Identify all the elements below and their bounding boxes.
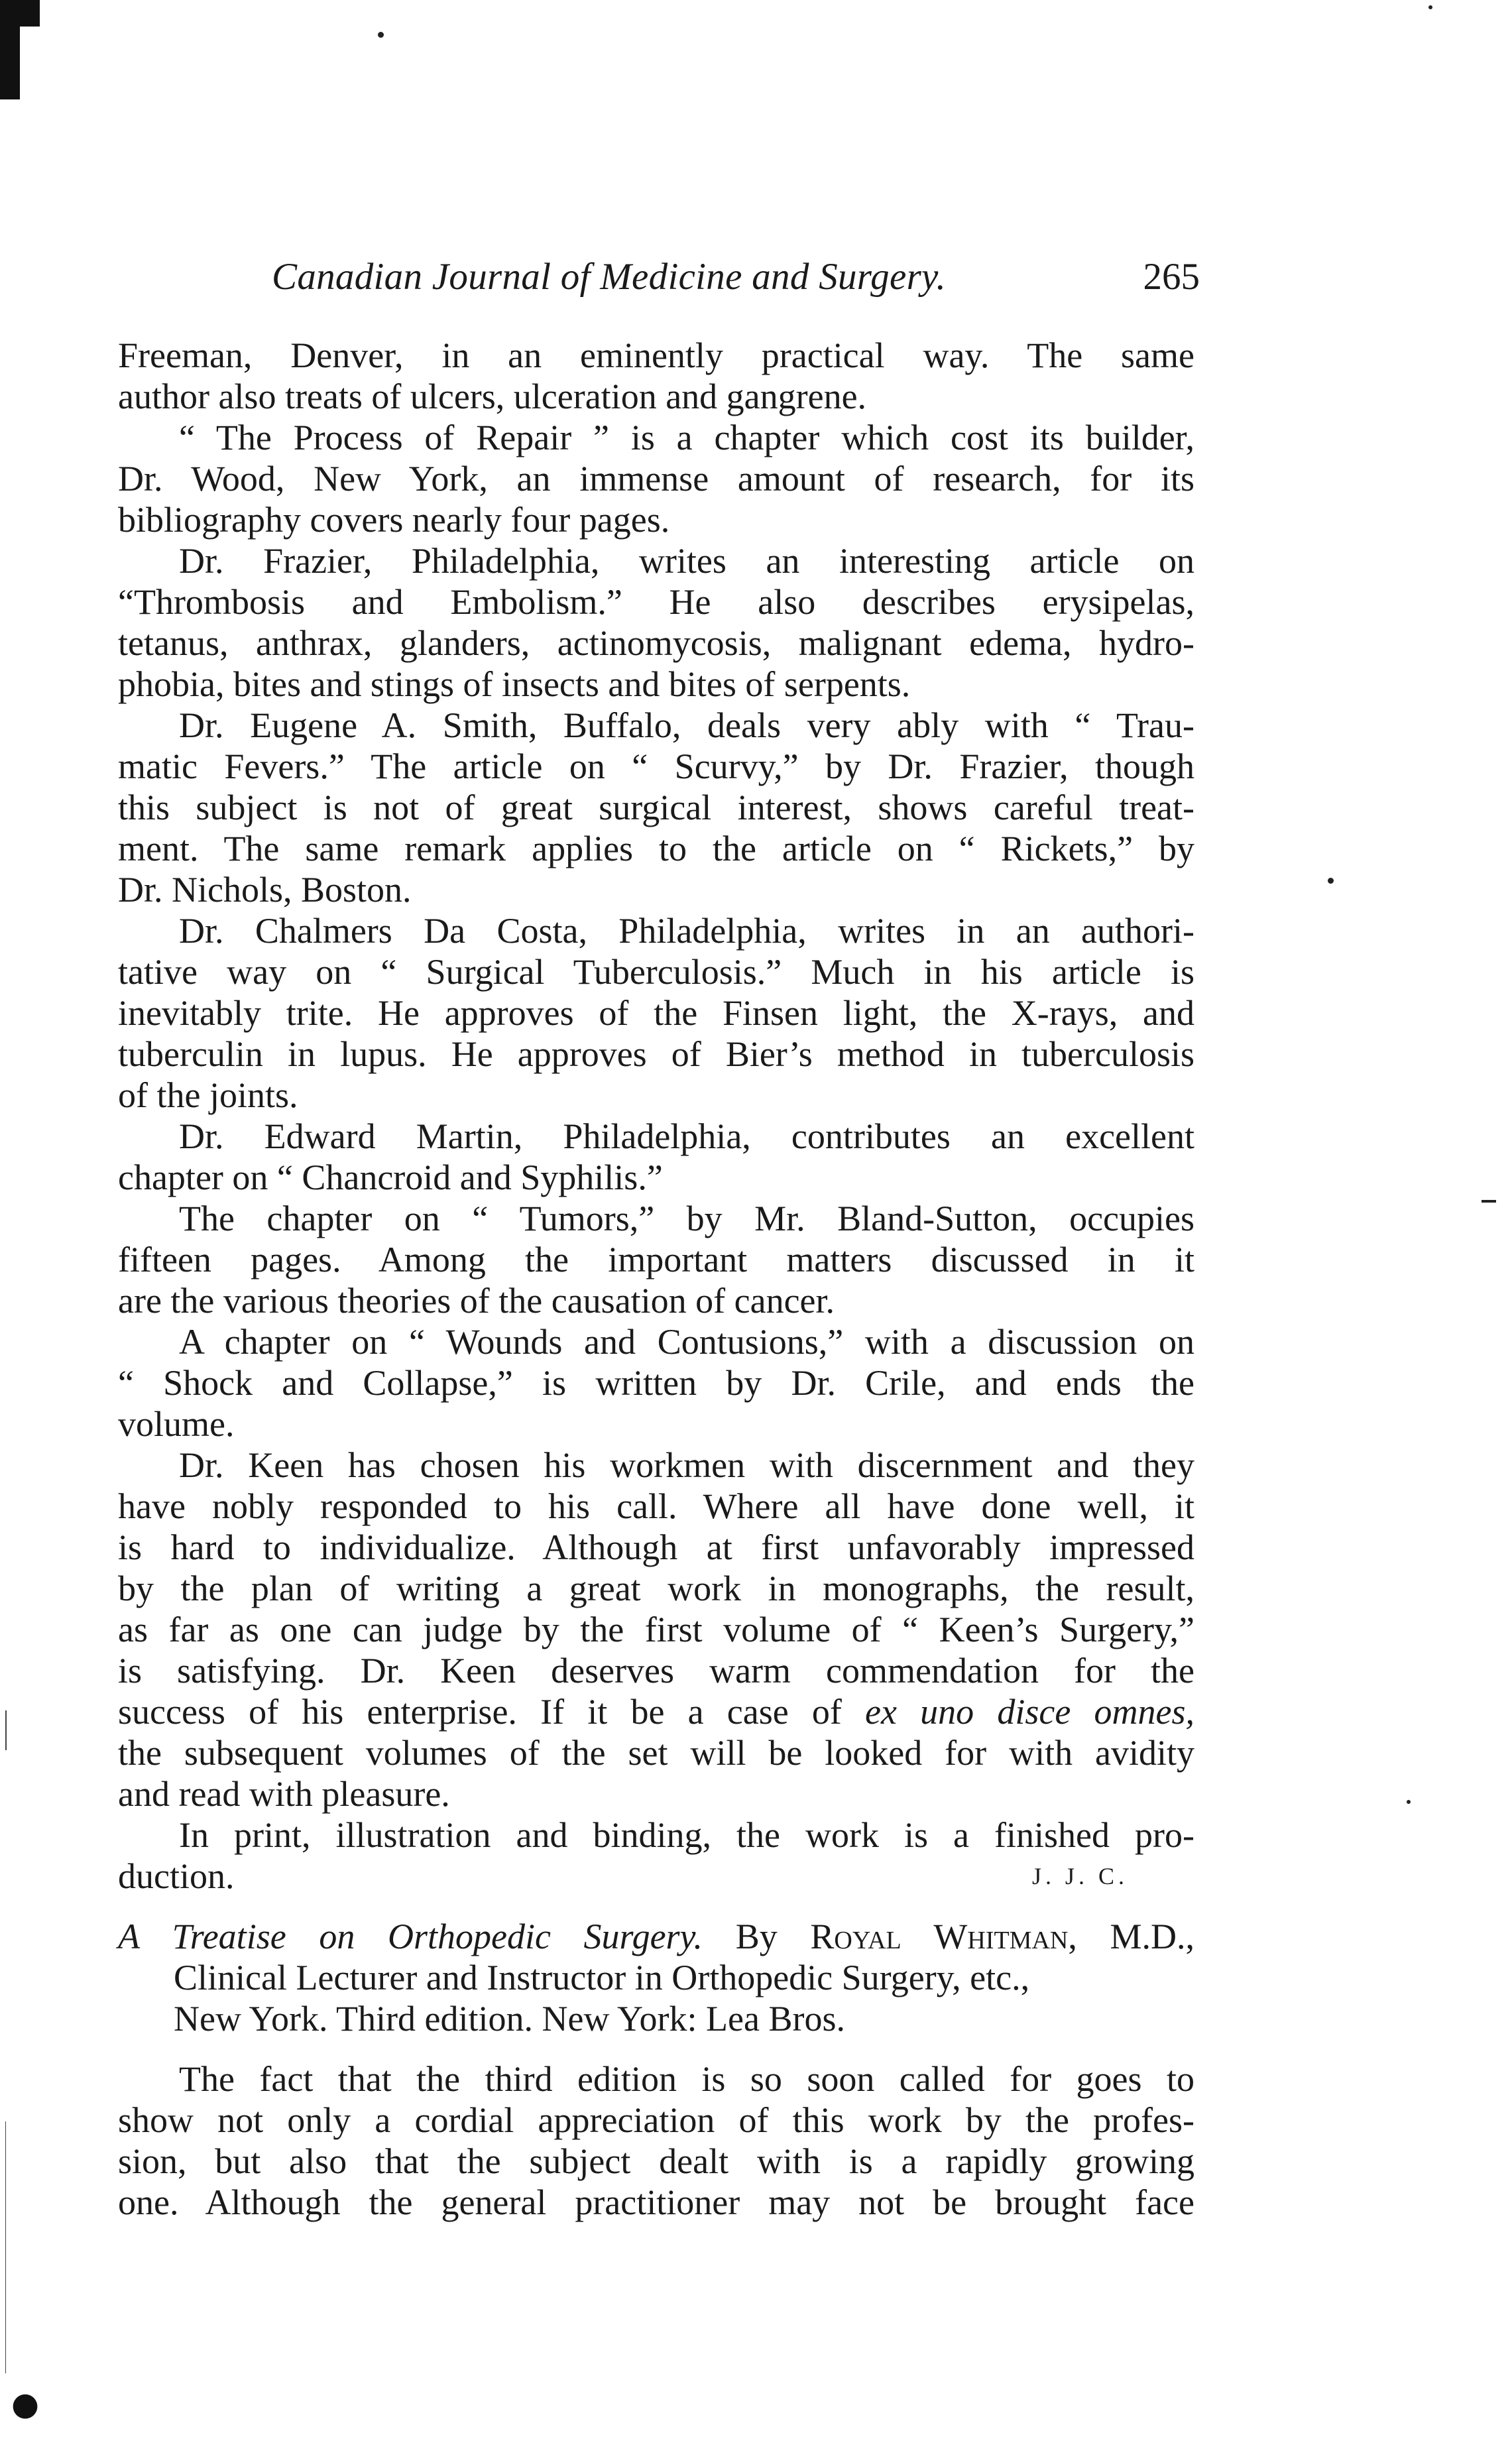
book-title: A Treatise on Orthopedic Surgery. [118,1917,703,1956]
scan-edge-mark-bottom [7,2387,53,2426]
text-line: “ Shock and Collapse,” is written by Dr. Crile, and ends the [118,1363,1194,1403]
book-heading-line: New York. Third edition. New York: Lea Bros. [174,1999,845,2039]
scan-edge-blob-top [0,0,40,27]
text-line: tuberculin in lupus. He approves of Bier’s method in tuberculosis [118,1034,1194,1074]
scan-speck [1407,1800,1411,1804]
latin-phrase: ex uno disce omnes, [865,1692,1194,1732]
text-line: “Thrombosis and Embolism.” He also describes erysipelas, [118,582,1194,622]
text-line: the subsequent volumes of the set will be looked for with avidity [118,1733,1194,1773]
text-line: as far as one can judge by the first volume of “ Keen’s Surgery,” [118,1610,1194,1649]
text-line: by the plan of writing a great work in monographs, the result, [118,1569,1194,1608]
text-line: inevitably trite. He approves of the Finsen light, the X-rays, and [118,993,1194,1033]
book-heading-whitman [118,1916,1194,2039]
text-line: is satisfying. Dr. Keen deserves warm commendation for the [118,1651,1194,1691]
text-line: ment. The same remark applies to the article on “ Rickets,” by [118,829,1194,868]
page-number: 265 [1143,256,1200,298]
scan-edge-line [5,2121,6,2373]
text-line: Dr. Frazier, Philadelphia, writes an interesting article on [179,541,1194,581]
text-line: have nobly responded to his call. Where all have done well, it [118,1486,1194,1526]
text-line: tative way on “ Surgical Tuberculosis.” Much in his article is [118,952,1194,992]
running-title: Canadian Journal of Medicine and Surgery. [272,256,947,298]
text-line: of the joints. [118,1075,298,1115]
text-line: sion, but also that the subject dealt with is a rapidly growing [118,2141,1194,2181]
text-line: is hard to individualize. Although at first unfavorably impressed [118,1527,1194,1567]
text-line: “ The Process of Repair ” is a chapter which cost its builder, [179,418,1194,457]
text-line: The chapter on “ Tumors,” by Mr. Bland-Sutton, occupies [179,1199,1194,1238]
text-line: Dr. Keen has chosen his workmen with discernment and they [179,1445,1194,1485]
text-line: Dr. Eugene A. Smith, Buffalo, deals very ably with “ Trau- [179,705,1194,745]
review-text-keen [118,335,1194,1897]
reviewer-signature: J. J. C. [1031,1863,1128,1889]
text-line: Dr. Edward Martin, Philadelphia, contributes an excellent [179,1116,1194,1156]
text-line: The fact that the third edition is so soon called for goes to [179,2059,1194,2099]
text-line: fifteen pages. Among the important matters discussed in it [118,1240,1194,1279]
by-word: By [735,1917,778,1956]
text-line [118,1691,1194,1732]
scan-edge-tick [5,1710,7,1750]
text-line: and read with pleasure. [118,1774,450,1814]
text-fragment: success of his enterprise. If it be a case of [118,1692,866,1732]
text-line: show not only a cordial appreciation of this work by the profes- [118,2100,1194,2140]
text-line: A chapter on “ Wounds and Contusions,” with a discussion on [179,1322,1194,1362]
text-line: phobia, bites and stings of insects and bites of serpents. [118,664,911,704]
text-line: Dr. Chalmers Da Costa, Philadelphia, writes in an authori- [179,911,1194,951]
text-line: Freeman, Denver, in an eminently practical way. The same [118,335,1194,375]
text-line: Dr. Nichols, Boston. [118,870,412,910]
book-author: Royal Whitman [810,1917,1069,1956]
scan-speck [1328,878,1334,884]
text-line: matic Fevers.” The article on “ Scurvy,” by Dr. Frazier, though [118,746,1194,786]
scan-dash [1482,1200,1496,1203]
text-line: duction. [118,1856,235,1896]
text-line: volume. [118,1404,235,1444]
signature-line [118,1856,1194,1897]
text-line: bibliography covers nearly four pages. [118,500,670,540]
text-line: are the various theories of the causation of cancer. [118,1281,835,1321]
text-line: author also treats of ulcers, ulceration and gangrene. [118,377,867,416]
book-heading-line: Clinical Lecturer and Instructor in Orthopedic Surgery, etc., [174,1958,1030,1997]
text-line: In print, illustration and binding, the work is a finished pro- [179,1815,1194,1855]
text-line: tetanus, anthrax, glanders, actinomycosis, malignant edema, hydro- [118,623,1194,663]
text-line: one. Although the general practitioner may not be brought face [118,2182,1194,2222]
review-text-whitman [118,2058,1194,2223]
author-suffix: , M.D., [1068,1917,1195,1956]
book-heading-line [118,1916,1194,1957]
text-line: Dr. Wood, New York, an immense amount of research, for its [118,459,1194,499]
scan-speck [1428,5,1432,9]
text-line: chapter on “ Chancroid and Syphilis.” [118,1158,663,1197]
text-line: this subject is not of great surgical interest, shows careful treat- [118,788,1194,827]
running-head [272,255,1200,308]
scan-speck [378,32,384,38]
